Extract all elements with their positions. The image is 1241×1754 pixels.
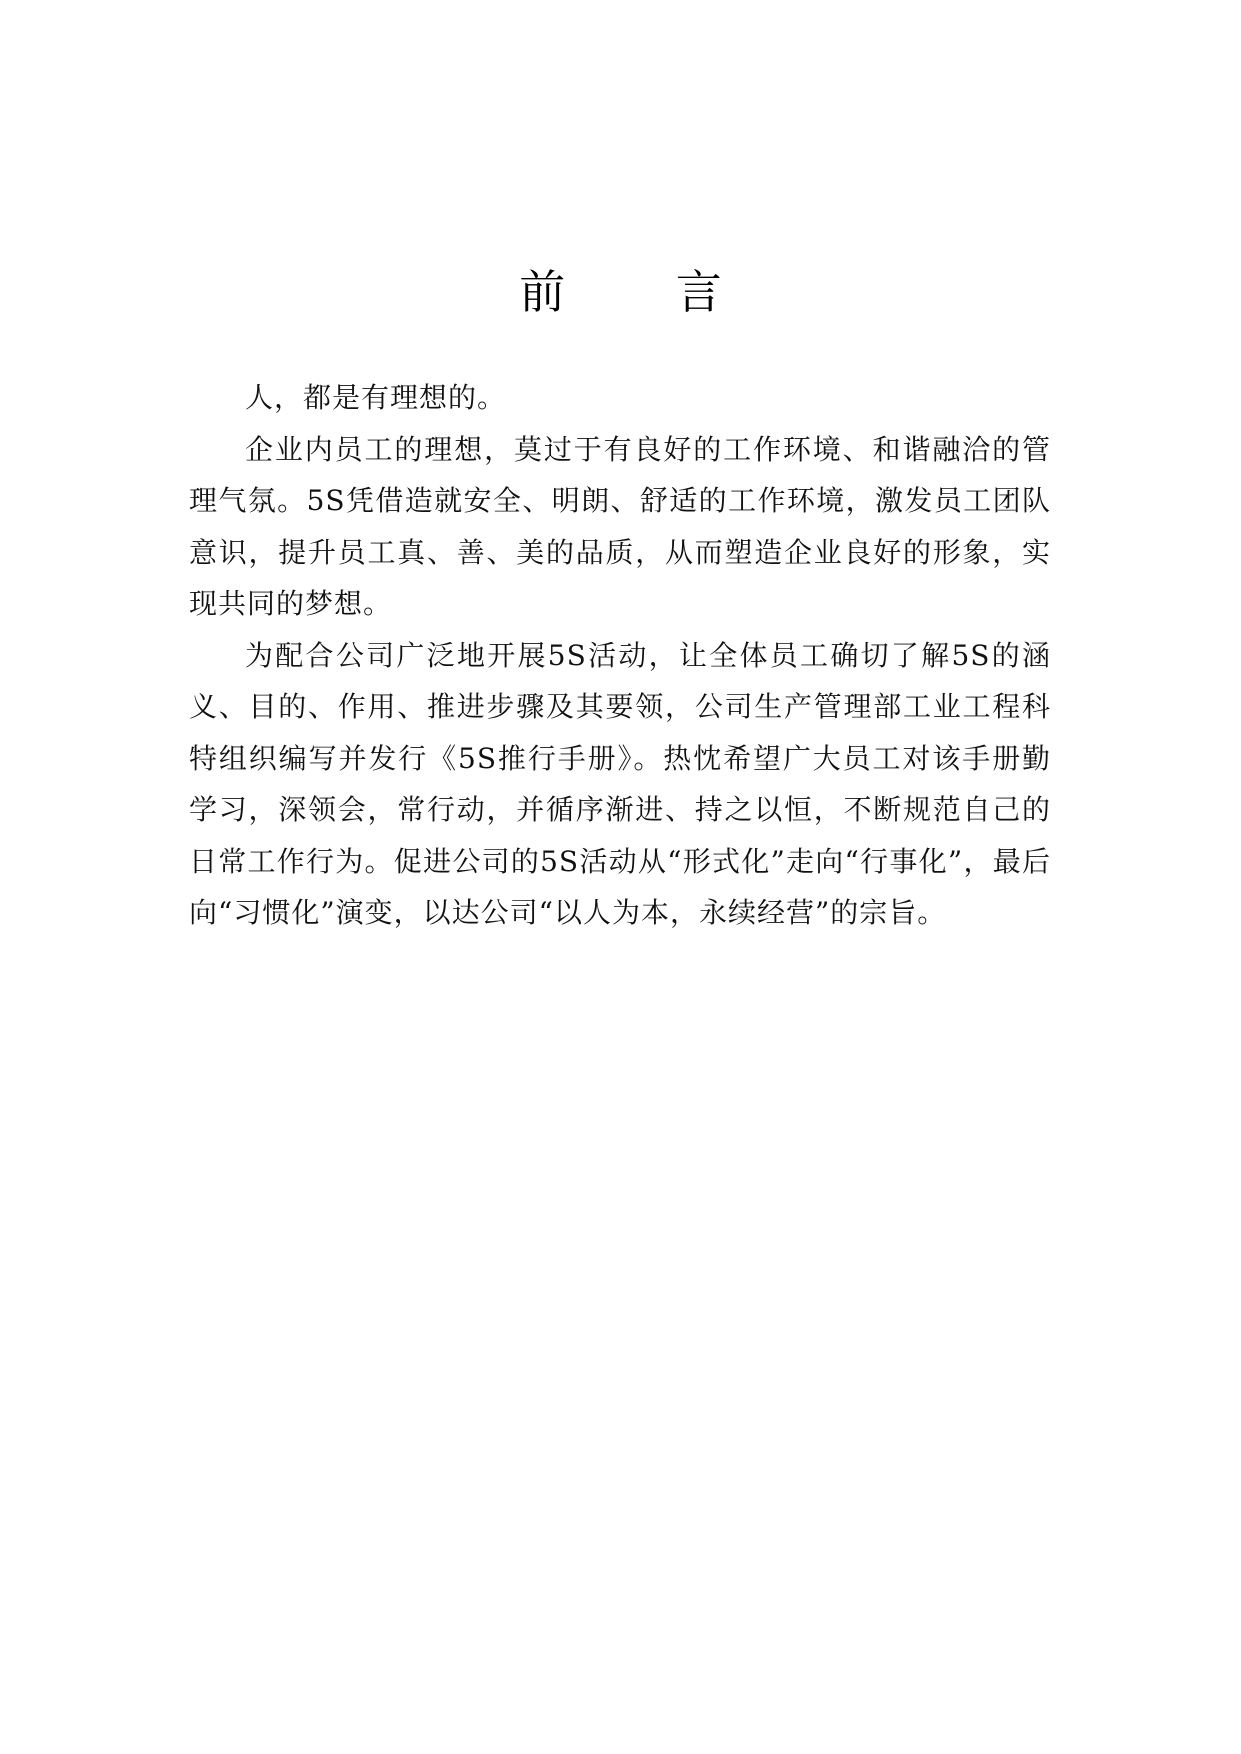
page-title: 前 言: [519, 265, 770, 319]
preface-body: [189, 372, 1051, 939]
paragraph-1: 人，都是有理想的。: [245, 381, 507, 414]
paragraph-2: 企业内员工的理想，莫过于有良好的工作环境、和谐融洽的管理气氛。5S凭借造就安全、明朗、舒适的工作环境，激发员工团队意识，提升员工真、善、美的品质，从而塑造企业良好的形象，实现共同的梦想。: [189, 432, 1051, 620]
paragraph-3: 为配合公司广泛地开展5S活动，让全体员工确切了解5S的涵义、目的、作用、推进步骤及其要领，公司生产管理部工业工程科特组织编写并发行《5S推行手册》。热忱希望广大员工对该手册勤学习，深领会，常行动，并循序渐进、持之以恒，不断规范自己的日常工作行为。促进公司的5S活动从“形式化”走向“行事化”，最后向“习惯化”演变，以达公司“以人为本，永续经营”的宗旨。: [189, 638, 1051, 929]
